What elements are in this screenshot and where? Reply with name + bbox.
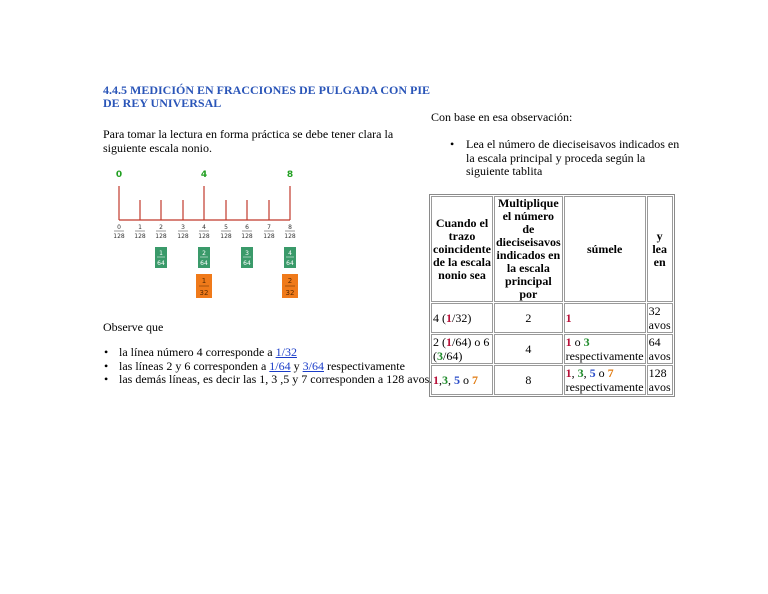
link-3-64[interactable]: 3/64	[302, 358, 324, 373]
svg-text:64: 64	[243, 260, 251, 267]
fractions-128	[113, 224, 296, 240]
frac-0-128	[113, 224, 125, 240]
frac-2-64	[198, 247, 210, 268]
svg-text:128: 128	[198, 233, 210, 240]
svg-text:2: 2	[159, 224, 163, 231]
vernier-scale-diagram	[100, 162, 305, 302]
fractions-64	[155, 247, 296, 268]
fractions-32	[196, 274, 298, 298]
svg-text:128: 128	[241, 233, 253, 240]
frac-1-64	[155, 247, 167, 268]
svg-text:64: 64	[200, 260, 208, 267]
svg-text:128: 128	[220, 233, 232, 240]
frac-3-128	[177, 224, 189, 240]
svg-text:128: 128	[155, 233, 167, 240]
svg-text:32: 32	[199, 289, 209, 297]
top-number-labels	[116, 170, 293, 180]
top-label-4: 4	[200, 170, 208, 180]
list-item: • las líneas 2 y 6 corresponden a 1/64 y 3/64 respectivamente	[104, 358, 405, 373]
frac-8-128	[284, 224, 296, 240]
svg-text:64: 64	[286, 260, 294, 267]
table-row: 2 (1/64) o 6 (3/64) 4 1 o 3 respectivamente 64 avos	[433, 335, 671, 363]
conversion-table	[429, 194, 675, 397]
header-cell-4: y lea en	[647, 196, 673, 302]
top-label-8: 8	[286, 170, 294, 180]
bullet-icon: •	[450, 137, 455, 151]
table-header-row	[431, 196, 673, 302]
frac-1-32	[196, 274, 212, 298]
frac-3-64	[241, 247, 253, 268]
svg-text:3: 3	[245, 250, 249, 257]
link-1-64[interactable]: 1/64	[269, 358, 291, 373]
svg-text:8: 8	[288, 224, 292, 231]
frac-5-128	[220, 224, 232, 240]
bullet-icon: •	[104, 345, 109, 359]
list-item: • la línea número 4 corresponde a 1/32	[104, 345, 297, 359]
svg-text:32: 32	[285, 289, 295, 297]
frac-6-128	[241, 224, 253, 240]
right-bullet-item: • Lea el número de dieciseisavos indicados en la escala principal y proceda según la siguiente tablita	[450, 137, 680, 178]
svg-text:128: 128	[113, 233, 125, 240]
header-cell-3: súmele	[564, 196, 646, 302]
svg-text:6: 6	[245, 224, 249, 231]
svg-text:5: 5	[224, 224, 228, 231]
svg-text:0: 0	[117, 224, 121, 231]
svg-text:64: 64	[157, 260, 165, 267]
svg-text:4: 4	[288, 250, 292, 257]
svg-text:1: 1	[138, 224, 142, 231]
bullet-icon: •	[104, 358, 109, 373]
svg-text:128: 128	[177, 233, 189, 240]
observe-label: Observe que	[103, 320, 164, 334]
frac-4-64	[284, 247, 296, 268]
svg-text:128: 128	[263, 233, 275, 240]
frac-2-128	[155, 224, 167, 240]
svg-text:128: 128	[134, 233, 146, 240]
page-heading: 4.4.5 MEDICIÓN EN FRACCIONES DE PULGADA CON PIE DE REY UNIVERSAL	[103, 83, 431, 110]
svg-text:2: 2	[287, 277, 293, 285]
header-cell-1: Cuando el trazo coincidente de la escala nonio sea	[431, 196, 493, 302]
frac-4-128	[198, 224, 210, 240]
svg-text:1: 1	[201, 277, 207, 285]
header-cell-2: Multiplique el número de dieciseisavos indicados en la escala principal por	[496, 196, 561, 301]
frac-2-32	[282, 274, 298, 298]
link-1-32[interactable]: 1/32	[275, 345, 297, 359]
table-row: 1,3, 5 o 7 8 1, 3, 5 o 7 respectivamente 128 avos	[433, 366, 671, 394]
svg-text:4: 4	[202, 224, 206, 231]
frac-1-128	[134, 224, 146, 240]
svg-text:2: 2	[202, 250, 206, 257]
top-label-0: 0	[115, 170, 123, 180]
svg-text:3: 3	[181, 224, 185, 231]
bullet-icon: •	[104, 372, 109, 386]
svg-text:1: 1	[159, 250, 163, 257]
ruler-lines	[119, 186, 290, 220]
frac-7-128	[263, 224, 275, 240]
observation-list	[103, 346, 432, 387]
intro-paragraph: Para tomar la lectura en forma práctica se debe tener clara la siguiente escala nonio.	[103, 127, 394, 155]
list-item: • las demás líneas, es decir las 1, 3 ,5 y 7 corresponden a 128 avos.	[104, 372, 433, 386]
table-row: 4 (1/32) 2 1 32 avos	[433, 304, 671, 332]
svg-text:128: 128	[284, 233, 296, 240]
right-intro: Con base en esa observación:	[431, 110, 573, 124]
svg-text:7: 7	[267, 224, 271, 231]
